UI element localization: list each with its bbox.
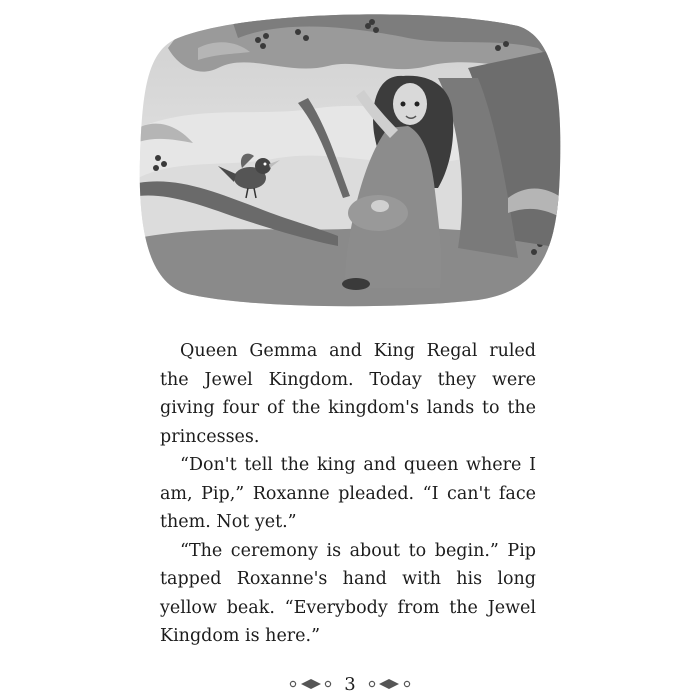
story-paragraph: “The ceremony is about to begin.” Pip tapped Roxanne's hand with his long yellow beak. “Everybody from the Jewel Kingdom is here.” <box>160 540 536 646</box>
page-number: 3 <box>344 673 356 695</box>
page-footer <box>0 672 700 696</box>
story-paragraph: Queen Gemma and King Regal ruled the Jewel Kingdom. Today they were giving four of the kingdom's lands to the princesses. <box>160 341 536 447</box>
gem-ornament-left-icon <box>288 678 334 690</box>
gem-ornament-right-icon <box>366 678 412 690</box>
story-illustration <box>138 8 562 308</box>
story-text <box>160 337 536 651</box>
story-paragraph: “Don't tell the king and queen where I am, Pip,” Roxanne pleaded. “I can't face them. Not yet.” <box>160 455 536 532</box>
